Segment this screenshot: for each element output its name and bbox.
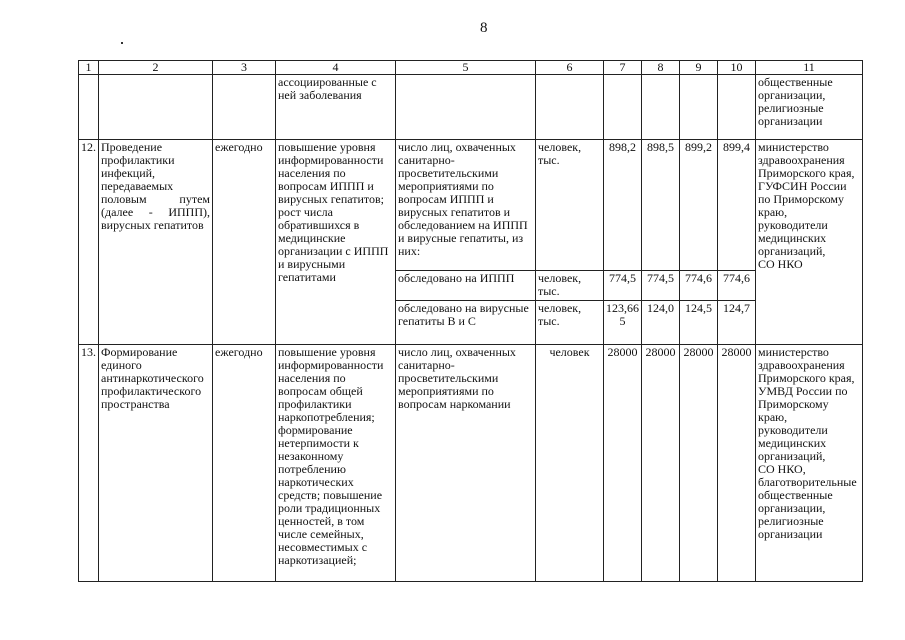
header-cell: 10 (718, 61, 756, 75)
value-col-9: 899,2 (680, 140, 718, 271)
measure-name: Формирование единого антинаркотического профилактического пространства (99, 345, 213, 582)
responsible-entry: ГУФСИН России по Приморскому краю, (758, 179, 847, 219)
expected-effect: повышение уровня информированности населения по вопросам общей профилактики наркопотребления; формирование нетерпимости к незаконному потреблению наркотических средств; повышение роли традиционных ценностей, в том числе семейных, несовместимых с наркотизацией; (276, 345, 396, 582)
value-col-8: 124,0 (642, 301, 680, 345)
measures-table (78, 60, 863, 582)
continuation-row (79, 75, 863, 140)
responsible-entry: руководители медицинских организаций, (758, 218, 828, 258)
indicator-name: обследовано на ИППП (396, 271, 536, 301)
value-col-10: 124,7 (718, 301, 756, 345)
header-cell: 7 (604, 61, 642, 75)
value-col-8: 28000 (642, 345, 680, 582)
value-col-7: 123,665 (604, 301, 642, 345)
header-cell: 8 (642, 61, 680, 75)
header-cell: 3 (213, 61, 276, 75)
page-number: 8 (480, 20, 488, 36)
value-col-8: 774,5 (642, 271, 680, 301)
header-cell: 2 (99, 61, 213, 75)
indicator-unit: человек, тыс. (536, 301, 604, 345)
responsible-cell (756, 345, 863, 582)
header-cell: 4 (276, 61, 396, 75)
indicator-unit: человек, тыс. (536, 271, 604, 301)
value-col-10: 774,6 (718, 271, 756, 301)
expected-effect: повышение уровня информированности населения по вопросам ИППП и вирусных гепатитов; рост числа обратившихся в медицинские организации с ИППП и вирусными гепатитами (276, 140, 396, 345)
responsible-entry: министерство здравоохранения Приморского края, (758, 345, 855, 385)
value-col-7: 28000 (604, 345, 642, 582)
responsible-entry: СО НКО, благотворительные общественные организации, религиозные организации (758, 462, 857, 541)
indicator-name: число лиц, охваченных санитарно-просветительскими мероприятиями по вопросам ИППП и вирусных гепатитов и обследованием на ИППП и вирусные гепатиты, из них: (396, 140, 536, 271)
header-cell: 6 (536, 61, 604, 75)
column-number-header (79, 61, 863, 75)
responsible-entry: СО НКО (758, 257, 803, 271)
value-col-9: 124,5 (680, 301, 718, 345)
measure-name: Проведение профилактики инфекций, передаваемых половым путем (далее - ИППП), вирусных гепатитов (99, 140, 213, 345)
value-col-9: 28000 (680, 345, 718, 582)
value-col-9: 774,6 (680, 271, 718, 301)
value-col-10: 28000 (718, 345, 756, 582)
responsible-entry: министерство здравоохранения Приморского края, (758, 140, 855, 180)
indicator-unit: человек (536, 345, 604, 582)
responsible-entry: руководители медицинских организаций, (758, 423, 828, 463)
indicator-name: число лиц, охваченных санитарно-просветительскими мероприятиями по вопросам наркомании (396, 345, 536, 582)
value-col-7: 774,5 (604, 271, 642, 301)
responsible-cell: общественные организации, религиозные организации (756, 75, 863, 140)
responsible-entry: УМВД России по Приморскому краю, (758, 384, 848, 424)
indicator-unit: человек, тыс. (536, 140, 604, 271)
period: ежегодно (213, 140, 276, 345)
row-number: 13. (79, 345, 99, 582)
period: ежегодно (213, 345, 276, 582)
responsible-cell (756, 140, 863, 345)
header-cell: 11 (756, 61, 863, 75)
header-cell: 1 (79, 61, 99, 75)
header-cell: 9 (680, 61, 718, 75)
value-col-7: 898,2 (604, 140, 642, 271)
value-col-8: 898,5 (642, 140, 680, 271)
value-col-10: 899,4 (718, 140, 756, 271)
table-row (79, 345, 863, 582)
header-cell: 5 (396, 61, 536, 75)
effect-cell: ассоциированные с ней заболевания (276, 75, 396, 140)
row-number: 12. (79, 140, 99, 345)
table-row (79, 140, 863, 271)
scan-speck (121, 42, 123, 44)
indicator-name: обследовано на вирусные гепатиты В и С (396, 301, 536, 345)
